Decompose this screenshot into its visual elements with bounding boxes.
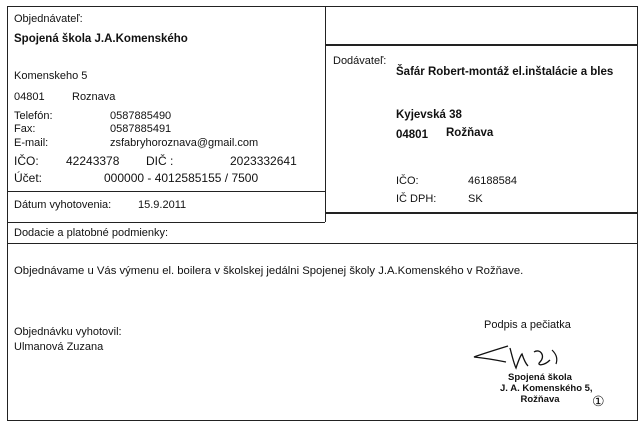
buyer-dic: 2023332641 bbox=[230, 154, 297, 168]
school-stamp bbox=[500, 372, 593, 405]
buyer-account: 000000 - 4012585155 / 7500 bbox=[104, 171, 259, 185]
buyer-phone-label: Telefón: bbox=[14, 110, 53, 122]
signature-label: Podpis a pečiatka bbox=[484, 319, 571, 331]
frame-top bbox=[7, 6, 638, 7]
terms-row-top bbox=[7, 222, 325, 223]
supplier-icdph: SK bbox=[468, 193, 483, 205]
supplier-postcode: 04801 bbox=[396, 129, 428, 141]
supplier-city: Rožňava bbox=[446, 127, 494, 139]
buyer-ico-label: IČO: bbox=[14, 154, 39, 168]
supplier-box-top bbox=[325, 44, 638, 46]
buyer-name: Spojená škola J.A.Komenského bbox=[14, 33, 188, 45]
stamp-line: J. A. Komenského 5, bbox=[500, 383, 593, 394]
issue-date-label: Dátum vyhotovenia: bbox=[14, 199, 112, 211]
buyer-city: Roznava bbox=[72, 91, 116, 103]
column-divider bbox=[325, 6, 326, 222]
terms-label: Dodacie a platobné podmienky: bbox=[14, 227, 169, 239]
buyer-fax-label: Fax: bbox=[14, 123, 36, 135]
buyer-account-label: Účet: bbox=[14, 171, 43, 185]
supplier-name: Šafár Robert-montáž el.inštalácie a bles bbox=[396, 66, 614, 78]
issue-date-value: 15.9.2011 bbox=[138, 199, 187, 211]
buyer-email-label: E-mail: bbox=[14, 137, 49, 149]
stamp-line: Spojená škola bbox=[508, 372, 572, 383]
frame-left bbox=[7, 6, 8, 421]
buyer-postcode: 04801 bbox=[14, 91, 45, 103]
supplier-ico-label: IČO: bbox=[396, 175, 419, 187]
supplier-label: Dodávateľ: bbox=[333, 55, 387, 67]
order-row-top bbox=[7, 243, 638, 244]
date-row-top bbox=[7, 191, 325, 192]
order-text: Objednávame u Vás výmenu el. boilera v školskej jedálni Spojenej školy J.A.Komenského v Rožňave. bbox=[14, 265, 524, 277]
frame-bottom bbox=[7, 420, 638, 421]
supplier-street: Kyjevská 38 bbox=[396, 109, 462, 121]
buyer-label: Objednávateľ: bbox=[14, 13, 83, 25]
supplier-box-bottom bbox=[325, 212, 638, 214]
buyer-fax: 0587885491 bbox=[110, 123, 172, 135]
buyer-street: Komenskeho 5 bbox=[14, 70, 88, 82]
stamp-number: ① bbox=[592, 393, 605, 409]
buyer-phone: 0587885490 bbox=[110, 110, 172, 122]
issued-by-label: Objednávku vyhotovil: bbox=[14, 326, 122, 338]
buyer-ico: 42243378 bbox=[66, 154, 120, 168]
supplier-ico: 46188584 bbox=[468, 175, 517, 187]
stamp-line: Rožňava bbox=[520, 394, 560, 405]
buyer-email: zsfabryhoroznava@gmail.com bbox=[110, 137, 259, 149]
issued-by-name: Ulmanová Zuzana bbox=[14, 341, 104, 353]
handwritten-signature bbox=[470, 340, 580, 374]
buyer-dic-label: DIČ : bbox=[146, 154, 174, 168]
supplier-icdph-label: IČ DPH: bbox=[396, 193, 437, 205]
